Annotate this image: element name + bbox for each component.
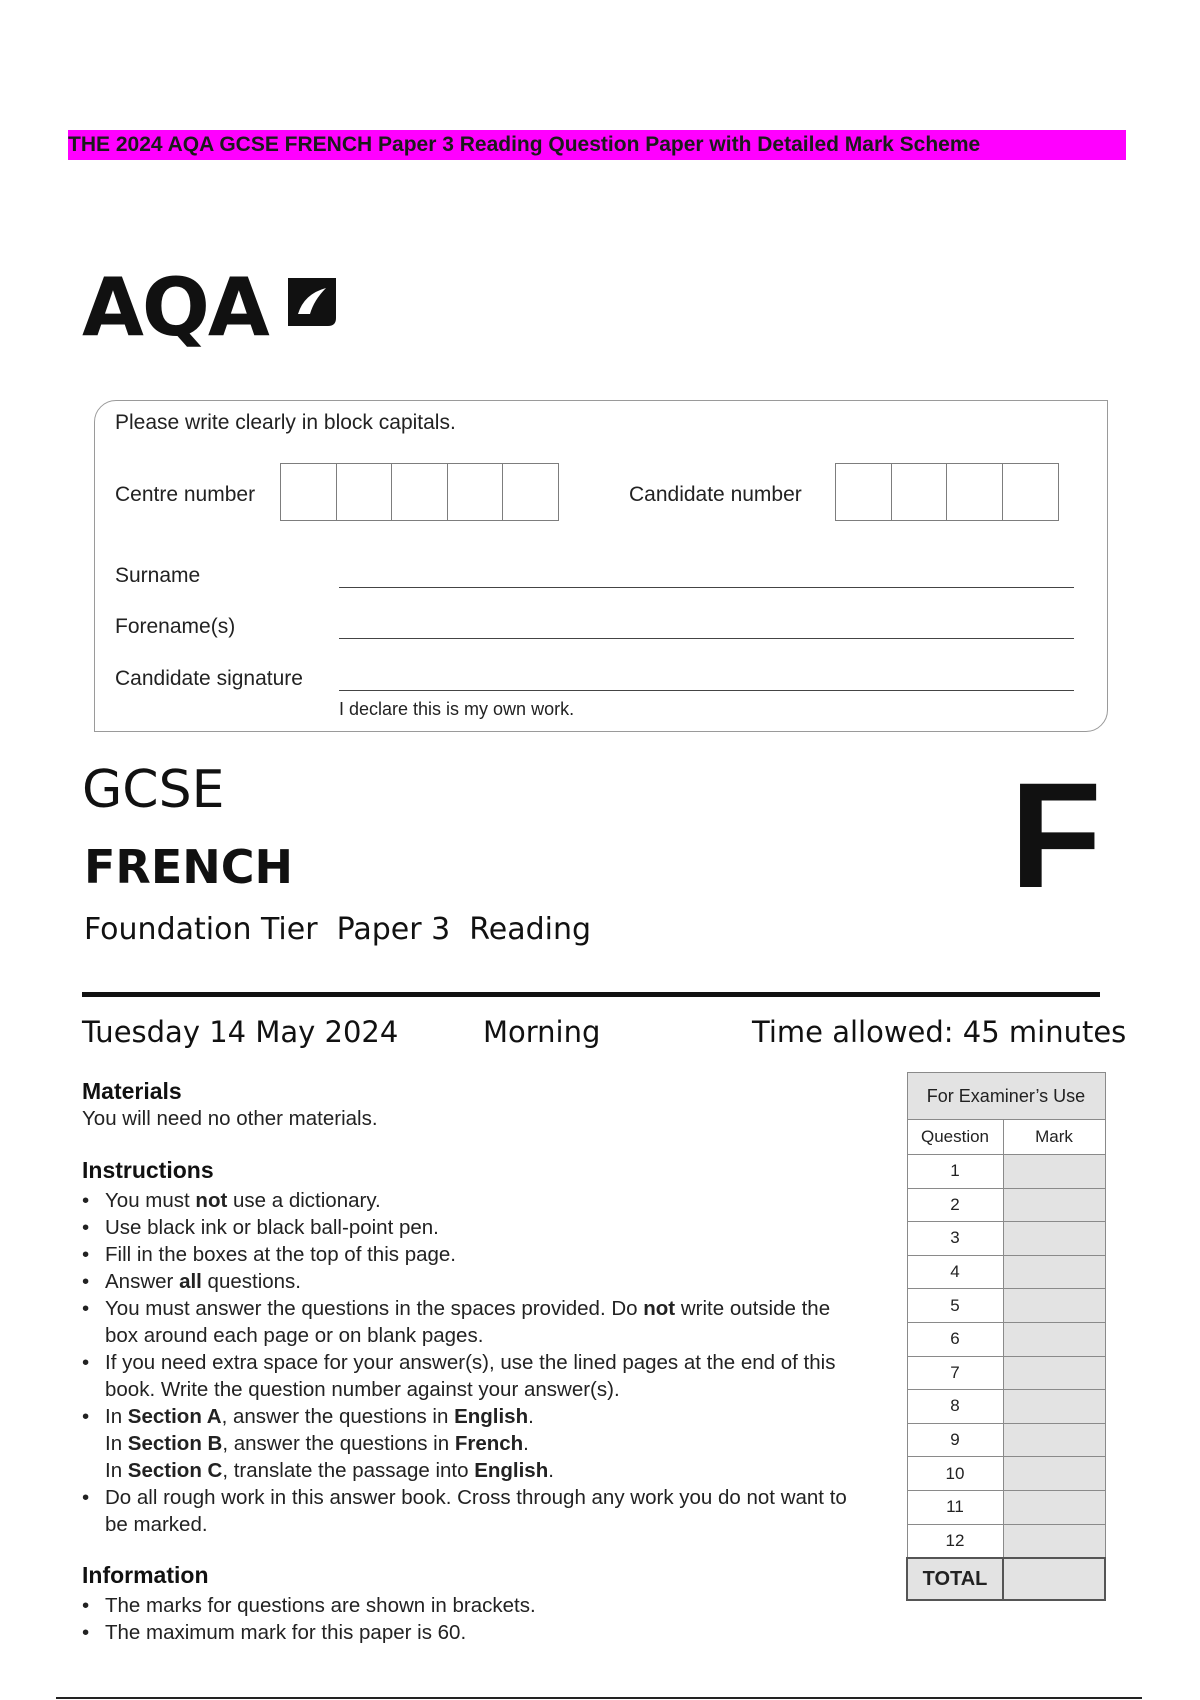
materials-heading: Materials bbox=[82, 1078, 182, 1104]
subject-title: FRENCH bbox=[84, 840, 294, 894]
mark-cell bbox=[1003, 1490, 1105, 1524]
instruction-item: • Fill in the boxes at the top of this page. bbox=[82, 1241, 862, 1268]
centre-number-digit-box[interactable] bbox=[336, 463, 393, 521]
candidate-number-digit-box[interactable] bbox=[891, 463, 948, 521]
instruction-item: • In Section A, answer the questions in English. In Section B, answer the questions in French. In Section C, translate the passage into English. bbox=[82, 1403, 862, 1484]
front-cover-instructions bbox=[82, 1078, 862, 1646]
question-number: 7 bbox=[907, 1356, 1003, 1390]
question-number: 10 bbox=[907, 1457, 1003, 1491]
examiner-table-row bbox=[907, 1490, 1105, 1524]
centre-number-digit-box[interactable] bbox=[280, 463, 337, 521]
centre-number-boxes bbox=[280, 463, 559, 521]
mark-cell bbox=[1003, 1322, 1105, 1356]
mark-cell bbox=[1003, 1222, 1105, 1256]
instruction-item: • If you need extra space for your answer(s), use the lined pages at the end of this book. Write the question number against your answer(s). bbox=[82, 1349, 862, 1403]
centre-number-label: Centre number bbox=[115, 483, 256, 506]
forename-field[interactable] bbox=[339, 638, 1074, 639]
instruction-item: • You must answer the questions in the spaces provided. Do not write outside the box around each page or on blank pages. bbox=[82, 1295, 862, 1349]
question-number: 5 bbox=[907, 1289, 1003, 1323]
block-capitals-instruction: Please write clearly in block capitals. bbox=[115, 411, 456, 434]
total-label: TOTAL bbox=[907, 1558, 1003, 1600]
mark-column-header: Mark bbox=[1003, 1120, 1105, 1155]
mark-cell bbox=[1003, 1356, 1105, 1390]
instructions-list bbox=[82, 1187, 862, 1538]
signature-field[interactable] bbox=[339, 690, 1074, 691]
examiner-table-row bbox=[907, 1255, 1105, 1289]
examiner-table-row bbox=[907, 1457, 1105, 1491]
instructions-heading: Instructions bbox=[82, 1157, 214, 1183]
question-number: 1 bbox=[907, 1155, 1003, 1189]
instruction-item: • You must not use a dictionary. bbox=[82, 1187, 862, 1214]
mark-cell bbox=[1003, 1423, 1105, 1457]
question-number: 4 bbox=[907, 1255, 1003, 1289]
exam-date: Tuesday 14 May 2024 bbox=[82, 1015, 399, 1049]
tier-paper-title: Foundation Tier Paper 3 Reading bbox=[84, 912, 592, 947]
mark-cell bbox=[1003, 1289, 1105, 1323]
candidate-details-box bbox=[94, 400, 1108, 732]
aqa-logo bbox=[82, 261, 268, 354]
examiner-table-row bbox=[907, 1524, 1105, 1558]
forename-label: Forename(s) bbox=[115, 615, 236, 638]
question-number: 2 bbox=[907, 1188, 1003, 1222]
mark-cell bbox=[1003, 1155, 1105, 1189]
examiner-use-table bbox=[906, 1072, 1106, 1601]
examiner-table-row bbox=[907, 1390, 1105, 1424]
question-number: 6 bbox=[907, 1322, 1003, 1356]
aqa-logo-mark-icon bbox=[284, 274, 340, 330]
surname-field[interactable] bbox=[339, 587, 1074, 588]
question-number: 8 bbox=[907, 1390, 1003, 1424]
page-footer-rule bbox=[56, 1697, 1142, 1699]
signature-label: Candidate signature bbox=[115, 667, 303, 690]
materials-text: You will need no other materials. bbox=[82, 1107, 378, 1130]
document-banner: THE 2024 AQA GCSE FRENCH Paper 3 Reading Question Paper with Detailed Mark Scheme bbox=[68, 130, 1126, 160]
examiner-table-row bbox=[907, 1188, 1105, 1222]
candidate-number-digit-box[interactable] bbox=[1002, 463, 1059, 521]
mark-cell bbox=[1003, 1188, 1105, 1222]
candidate-number-boxes bbox=[835, 463, 1059, 521]
exam-session: Morning bbox=[483, 1015, 601, 1049]
candidate-number-digit-box[interactable] bbox=[835, 463, 892, 521]
surname-label: Surname bbox=[115, 564, 201, 587]
mark-cell bbox=[1003, 1390, 1105, 1424]
information-item: • The maximum mark for this paper is 60. bbox=[82, 1619, 862, 1646]
question-number: 9 bbox=[907, 1423, 1003, 1457]
qualification-title: GCSE bbox=[82, 760, 225, 820]
question-number: 11 bbox=[907, 1490, 1003, 1524]
instruction-item: • Do all rough work in this answer book. Cross through any work you do not want to be marked. bbox=[82, 1484, 862, 1538]
examiner-table-row bbox=[907, 1289, 1105, 1323]
question-number: 3 bbox=[907, 1222, 1003, 1256]
information-list bbox=[82, 1592, 862, 1646]
declaration-text: I declare this is my own work. bbox=[339, 699, 575, 719]
examiner-table-row bbox=[907, 1322, 1105, 1356]
question-number: 12 bbox=[907, 1524, 1003, 1558]
question-column-header: Question bbox=[907, 1120, 1003, 1155]
time-allowed: Time allowed: 45 minutes bbox=[752, 1015, 1127, 1049]
mark-cell bbox=[1003, 1524, 1105, 1558]
aqa-logo-text: AQA bbox=[82, 261, 268, 354]
examiner-table-row bbox=[907, 1155, 1105, 1189]
instruction-item: • Answer all questions. bbox=[82, 1268, 862, 1295]
centre-number-digit-box[interactable] bbox=[391, 463, 448, 521]
information-heading: Information bbox=[82, 1562, 209, 1588]
total-mark-cell bbox=[1003, 1558, 1105, 1600]
instruction-item: • Use black ink or black ball-point pen. bbox=[82, 1214, 862, 1241]
centre-number-digit-box[interactable] bbox=[502, 463, 559, 521]
candidate-number-digit-box[interactable] bbox=[946, 463, 1003, 521]
divider bbox=[82, 992, 1100, 997]
examiner-table-row bbox=[907, 1356, 1105, 1390]
mark-cell bbox=[1003, 1255, 1105, 1289]
examiner-table-title: For Examiner’s Use bbox=[907, 1073, 1105, 1120]
examiner-table-row bbox=[907, 1222, 1105, 1256]
centre-number-digit-box[interactable] bbox=[447, 463, 504, 521]
mark-cell bbox=[1003, 1457, 1105, 1491]
tier-letter: F bbox=[1010, 751, 1102, 919]
information-item: • The marks for questions are shown in brackets. bbox=[82, 1592, 862, 1619]
candidate-number-label: Candidate number bbox=[629, 483, 802, 506]
examiner-table-row bbox=[907, 1423, 1105, 1457]
